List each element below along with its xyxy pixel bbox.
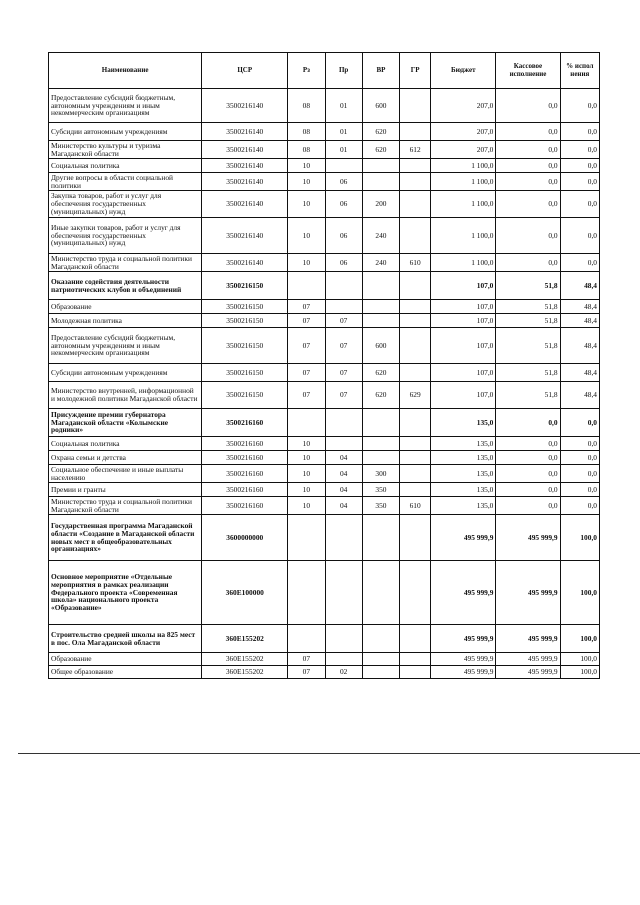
cell-vr: 620: [362, 141, 399, 159]
cell-name: Другие вопросы в области социальной политики: [49, 173, 202, 191]
cell-pr: 01: [325, 123, 362, 141]
cell-cash-execution: 0,0: [496, 465, 560, 483]
cell-csr: 360E100000: [202, 561, 288, 625]
cell-csr: 3500216150: [202, 300, 288, 314]
cell-budget: 207,0: [431, 141, 496, 159]
cell-cash-execution: 0,0: [496, 141, 560, 159]
cell-gr: [400, 218, 431, 254]
cell-csr: 3500216140: [202, 89, 288, 123]
cell-csr: 3500216150: [202, 382, 288, 409]
cell-gr: [400, 300, 431, 314]
cell-cash-execution: 0,0: [496, 218, 560, 254]
table-row: [49, 483, 600, 497]
cell-gr: [400, 515, 431, 561]
cell-budget: 135,0: [431, 409, 496, 437]
cell-rz: 08: [288, 141, 325, 159]
cell-csr: 360E155202: [202, 653, 288, 666]
cell-csr: 3500216140: [202, 218, 288, 254]
header-name: Наименование: [49, 53, 202, 89]
cell-name: Иные закупки товаров, работ и услуг для обеспечения государственных (муниципальных) нужд: [49, 218, 202, 254]
cell-vr: [362, 437, 399, 451]
table-row: [49, 364, 600, 382]
cell-execution-percent: 0,0: [560, 465, 599, 483]
cell-name: Министерство внутренней, информационной и молодежной политики Магаданской области: [49, 382, 202, 409]
cell-rz: 07: [288, 364, 325, 382]
cell-cash-execution: 495 999,9: [496, 625, 560, 653]
cell-name: Общее образование: [49, 666, 202, 679]
cell-budget: 107,0: [431, 382, 496, 409]
cell-gr: [400, 666, 431, 679]
cell-vr: 600: [362, 89, 399, 123]
cell-vr: [362, 515, 399, 561]
cell-pr: [325, 653, 362, 666]
cell-budget: 135,0: [431, 497, 496, 515]
cell-rz: 07: [288, 314, 325, 328]
table-row: [49, 191, 600, 218]
cell-execution-percent: 0,0: [560, 159, 599, 173]
cell-csr: 3500216140: [202, 141, 288, 159]
cell-execution-percent: 0,0: [560, 173, 599, 191]
header-cash-execution: Кассовое исполнение: [496, 53, 560, 89]
table-row: [49, 515, 600, 561]
cell-pr: [325, 272, 362, 300]
cell-gr: 610: [400, 497, 431, 515]
cell-csr: 3500216140: [202, 191, 288, 218]
cell-pr: 01: [325, 89, 362, 123]
cell-cash-execution: 51,8: [496, 314, 560, 328]
table-row: [49, 666, 600, 679]
cell-execution-percent: 0,0: [560, 483, 599, 497]
cell-rz: 08: [288, 89, 325, 123]
cell-pr: 06: [325, 218, 362, 254]
cell-cash-execution: 51,8: [496, 364, 560, 382]
cell-budget: 135,0: [431, 451, 496, 465]
cell-execution-percent: 48,4: [560, 328, 599, 364]
cell-gr: [400, 89, 431, 123]
cell-csr: 3500216140: [202, 123, 288, 141]
cell-execution-percent: 100,0: [560, 625, 599, 653]
table-row: [49, 272, 600, 300]
cell-name: Закупка товаров, работ и услуг для обеспечения государственных (муниципальных) нужд: [49, 191, 202, 218]
cell-budget: 135,0: [431, 465, 496, 483]
cell-pr: [325, 437, 362, 451]
cell-execution-percent: 100,0: [560, 653, 599, 666]
cell-budget: 495 999,9: [431, 561, 496, 625]
cell-pr: [325, 409, 362, 437]
cell-execution-percent: 48,4: [560, 272, 599, 300]
cell-execution-percent: 48,4: [560, 314, 599, 328]
cell-execution-percent: 100,0: [560, 515, 599, 561]
cell-rz: 10: [288, 173, 325, 191]
table-row: [49, 159, 600, 173]
cell-execution-percent: 100,0: [560, 666, 599, 679]
cell-budget: 107,0: [431, 300, 496, 314]
cell-cash-execution: 51,8: [496, 328, 560, 364]
cell-name: Премии и гранты: [49, 483, 202, 497]
cell-execution-percent: 0,0: [560, 123, 599, 141]
cell-vr: 620: [362, 382, 399, 409]
cell-rz: [288, 272, 325, 300]
cell-csr: 3500216140: [202, 159, 288, 173]
header-gr: ГР: [400, 53, 431, 89]
cell-rz: 10: [288, 191, 325, 218]
cell-gr: [400, 409, 431, 437]
cell-pr: 07: [325, 328, 362, 364]
table-row: [49, 218, 600, 254]
header-pr: Пр: [325, 53, 362, 89]
table-row: [49, 451, 600, 465]
cell-vr: 240: [362, 218, 399, 254]
cell-execution-percent: 0,0: [560, 89, 599, 123]
cell-gr: [400, 625, 431, 653]
header-vr: ВР: [362, 53, 399, 89]
table-body: [49, 89, 600, 679]
cell-vr: [362, 409, 399, 437]
cell-gr: [400, 272, 431, 300]
cell-rz: 07: [288, 300, 325, 314]
cell-budget: 495 999,9: [431, 666, 496, 679]
cell-csr: 3500216150: [202, 272, 288, 300]
cell-cash-execution: 495 999,9: [496, 666, 560, 679]
cell-vr: [362, 666, 399, 679]
cell-rz: 10: [288, 218, 325, 254]
cell-gr: [400, 653, 431, 666]
cell-execution-percent: 0,0: [560, 497, 599, 515]
cell-rz: 10: [288, 437, 325, 451]
cell-name: Социальная политика: [49, 437, 202, 451]
cell-pr: [325, 300, 362, 314]
table-row: [49, 141, 600, 159]
cell-budget: 207,0: [431, 123, 496, 141]
cell-pr: [325, 561, 362, 625]
cell-csr: 3500216160: [202, 465, 288, 483]
table-row: [49, 300, 600, 314]
cell-pr: [325, 159, 362, 173]
cell-rz: 07: [288, 382, 325, 409]
cell-gr: [400, 328, 431, 364]
cell-csr: 3500216150: [202, 328, 288, 364]
cell-budget: 135,0: [431, 483, 496, 497]
cell-pr: 07: [325, 364, 362, 382]
cell-rz: [288, 409, 325, 437]
cell-rz: 10: [288, 483, 325, 497]
cell-rz: [288, 625, 325, 653]
cell-cash-execution: 0,0: [496, 409, 560, 437]
header-csr: ЦСР: [202, 53, 288, 89]
cell-name: Образование: [49, 300, 202, 314]
cell-gr: [400, 437, 431, 451]
cell-name: Строительство средней школы на 825 мест в пос. Ола Магаданской области: [49, 625, 202, 653]
cell-rz: 10: [288, 451, 325, 465]
cell-cash-execution: 0,0: [496, 497, 560, 515]
cell-execution-percent: 48,4: [560, 382, 599, 409]
header-budget: Бюджет: [431, 53, 496, 89]
budget-execution-table: [48, 52, 600, 679]
table-row: [49, 625, 600, 653]
cell-name: Предоставление субсидий бюджетным, автономным учреждениям и иным некоммерческим организациям: [49, 328, 202, 364]
cell-cash-execution: 0,0: [496, 173, 560, 191]
cell-cash-execution: 0,0: [496, 123, 560, 141]
table-header-row: [49, 53, 600, 89]
cell-rz: 07: [288, 666, 325, 679]
cell-rz: 08: [288, 123, 325, 141]
cell-gr: [400, 451, 431, 465]
cell-cash-execution: 0,0: [496, 451, 560, 465]
cell-vr: 240: [362, 254, 399, 272]
cell-pr: 06: [325, 254, 362, 272]
cell-gr: 612: [400, 141, 431, 159]
cell-cash-execution: 0,0: [496, 191, 560, 218]
cell-pr: 01: [325, 141, 362, 159]
cell-vr: [362, 451, 399, 465]
cell-vr: 300: [362, 465, 399, 483]
cell-budget: 1 100,0: [431, 254, 496, 272]
cell-pr: 04: [325, 497, 362, 515]
cell-gr: [400, 561, 431, 625]
table-row: [49, 89, 600, 123]
cell-budget: 107,0: [431, 328, 496, 364]
table-row: [49, 497, 600, 515]
page-divider-line: [18, 753, 640, 754]
table-row: [49, 653, 600, 666]
cell-budget: 107,0: [431, 314, 496, 328]
cell-budget: 495 999,9: [431, 653, 496, 666]
cell-vr: [362, 314, 399, 328]
cell-csr: 3500216160: [202, 497, 288, 515]
cell-execution-percent: 100,0: [560, 561, 599, 625]
table-row: [49, 123, 600, 141]
cell-gr: [400, 173, 431, 191]
cell-budget: 107,0: [431, 364, 496, 382]
cell-gr: [400, 364, 431, 382]
cell-csr: 3500216160: [202, 483, 288, 497]
cell-gr: [400, 123, 431, 141]
cell-budget: 1 100,0: [431, 191, 496, 218]
cell-budget: 135,0: [431, 437, 496, 451]
cell-name: Государственная программа Магаданской области «Создание в Магаданской области новых мест в общеобразовательных организациях»: [49, 515, 202, 561]
cell-execution-percent: 48,4: [560, 300, 599, 314]
cell-name: Присуждение премии губернатора Магаданской области «Колымские родники»: [49, 409, 202, 437]
cell-cash-execution: 0,0: [496, 437, 560, 451]
cell-name: Субсидии автономным учреждениям: [49, 364, 202, 382]
cell-execution-percent: 0,0: [560, 437, 599, 451]
cell-rz: [288, 515, 325, 561]
table-row: [49, 254, 600, 272]
cell-execution-percent: 0,0: [560, 141, 599, 159]
cell-cash-execution: 0,0: [496, 159, 560, 173]
cell-rz: 10: [288, 254, 325, 272]
cell-vr: [362, 173, 399, 191]
cell-execution-percent: 0,0: [560, 254, 599, 272]
cell-budget: 495 999,9: [431, 625, 496, 653]
cell-pr: 02: [325, 666, 362, 679]
cell-budget: 107,0: [431, 272, 496, 300]
cell-csr: 3500216140: [202, 173, 288, 191]
cell-pr: 04: [325, 483, 362, 497]
cell-gr: [400, 483, 431, 497]
cell-execution-percent: 0,0: [560, 451, 599, 465]
cell-budget: 1 100,0: [431, 173, 496, 191]
table-row: [49, 382, 600, 409]
cell-pr: 04: [325, 451, 362, 465]
cell-name: Субсидии автономным учреждениям: [49, 123, 202, 141]
cell-execution-percent: 0,0: [560, 409, 599, 437]
cell-csr: 3600000000: [202, 515, 288, 561]
document-page: [48, 52, 600, 679]
cell-name: Оказание содействия деятельности патриотических клубов и объединений: [49, 272, 202, 300]
cell-csr: 3500216160: [202, 451, 288, 465]
cell-csr: 3500216150: [202, 314, 288, 328]
cell-name: Основное мероприятие «Отдельные мероприятия в рамках реализации Федерального проекта «Современная школа» национального проекта «Образование»: [49, 561, 202, 625]
cell-name: Социальное обеспечение и иные выплаты населению: [49, 465, 202, 483]
cell-cash-execution: 0,0: [496, 483, 560, 497]
cell-vr: 600: [362, 328, 399, 364]
cell-pr: 07: [325, 314, 362, 328]
cell-pr: [325, 625, 362, 653]
cell-execution-percent: 48,4: [560, 364, 599, 382]
cell-vr: 620: [362, 123, 399, 141]
cell-csr: 3500216160: [202, 437, 288, 451]
cell-rz: 10: [288, 465, 325, 483]
table-row: [49, 173, 600, 191]
cell-cash-execution: 51,8: [496, 272, 560, 300]
cell-name: Социальная политика: [49, 159, 202, 173]
table-row: [49, 409, 600, 437]
cell-cash-execution: 51,8: [496, 300, 560, 314]
cell-budget: 1 100,0: [431, 159, 496, 173]
cell-pr: 04: [325, 465, 362, 483]
cell-cash-execution: 495 999,9: [496, 561, 560, 625]
cell-name: Охрана семьи и детства: [49, 451, 202, 465]
cell-cash-execution: 495 999,9: [496, 653, 560, 666]
cell-budget: 207,0: [431, 89, 496, 123]
cell-cash-execution: 0,0: [496, 254, 560, 272]
cell-gr: [400, 159, 431, 173]
table-row: [49, 561, 600, 625]
cell-vr: [362, 561, 399, 625]
header-rz: Рз: [288, 53, 325, 89]
cell-cash-execution: 495 999,9: [496, 515, 560, 561]
cell-gr: [400, 465, 431, 483]
cell-budget: 495 999,9: [431, 515, 496, 561]
cell-csr: 3500216140: [202, 254, 288, 272]
cell-csr: 360E155202: [202, 625, 288, 653]
cell-vr: [362, 300, 399, 314]
cell-vr: 350: [362, 483, 399, 497]
table-row: [49, 314, 600, 328]
cell-gr: [400, 314, 431, 328]
cell-pr: 06: [325, 191, 362, 218]
header-execution-percent: % испол нения: [560, 53, 599, 89]
cell-execution-percent: 0,0: [560, 191, 599, 218]
cell-rz: 10: [288, 497, 325, 515]
cell-execution-percent: 0,0: [560, 218, 599, 254]
table-row: [49, 328, 600, 364]
cell-gr: 610: [400, 254, 431, 272]
cell-rz: 10: [288, 159, 325, 173]
cell-pr: 06: [325, 173, 362, 191]
cell-vr: [362, 653, 399, 666]
cell-gr: 629: [400, 382, 431, 409]
cell-vr: 350: [362, 497, 399, 515]
cell-csr: 360E155202: [202, 666, 288, 679]
cell-cash-execution: 0,0: [496, 89, 560, 123]
cell-name: Молодежная политика: [49, 314, 202, 328]
cell-budget: 1 100,0: [431, 218, 496, 254]
cell-vr: 620: [362, 364, 399, 382]
cell-pr: 07: [325, 382, 362, 409]
cell-pr: [325, 515, 362, 561]
cell-csr: 3500216160: [202, 409, 288, 437]
cell-name: Предоставление субсидий бюджетным, автономным учреждениям и иным некоммерческим организациям: [49, 89, 202, 123]
cell-rz: 07: [288, 328, 325, 364]
cell-name: Министерство труда и социальной политики Магаданской области: [49, 254, 202, 272]
cell-vr: [362, 159, 399, 173]
cell-vr: 200: [362, 191, 399, 218]
cell-name: Министерство культуры и туризма Магаданской области: [49, 141, 202, 159]
cell-name: Образование: [49, 653, 202, 666]
cell-gr: [400, 191, 431, 218]
cell-rz: 07: [288, 653, 325, 666]
cell-name: Министерство труда и социальной политики Магаданской области: [49, 497, 202, 515]
cell-cash-execution: 51,8: [496, 382, 560, 409]
cell-vr: [362, 272, 399, 300]
cell-rz: [288, 561, 325, 625]
table-row: [49, 437, 600, 451]
table-row: [49, 465, 600, 483]
cell-vr: [362, 625, 399, 653]
cell-csr: 3500216150: [202, 364, 288, 382]
